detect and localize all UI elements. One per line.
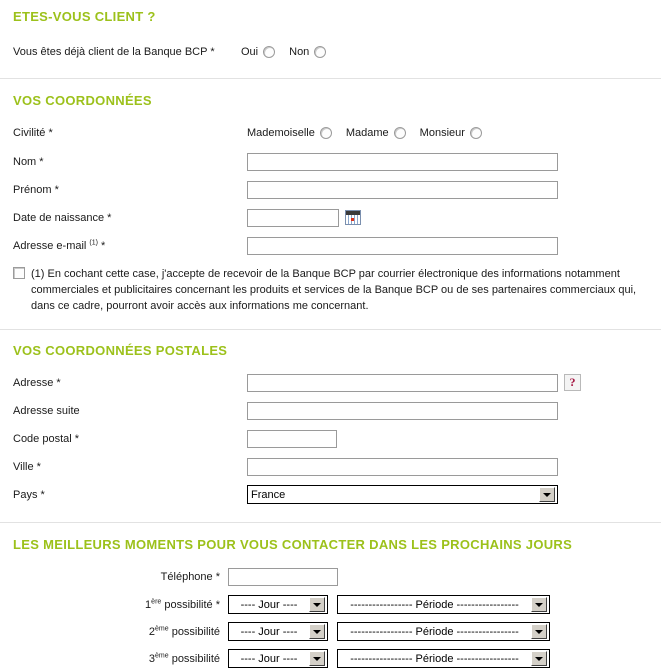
consent-block: [0, 266, 661, 314]
pays-label: Pays *: [13, 488, 45, 501]
possibilite-2-ordinal: ème: [155, 624, 169, 632]
civilite-option-monsieur-label: Monsieur: [419, 126, 465, 139]
nom-label: Nom *: [13, 155, 44, 168]
jour-select-1[interactable]: [228, 595, 328, 614]
date-naissance-label: Date de naissance *: [13, 211, 112, 224]
civilite-option-mademoiselle[interactable]: [247, 127, 332, 139]
radio-oui-icon[interactable]: [263, 46, 275, 58]
already-client-radio-group: [241, 46, 340, 58]
prenom-label: Prénom *: [13, 183, 59, 196]
ville-label: Ville *: [13, 460, 41, 473]
civilite-radio-group: [247, 127, 496, 139]
code-postal-label: Code postal *: [13, 432, 80, 445]
email-label-text: Adresse e-mail: [13, 239, 87, 252]
already-client-option-oui[interactable]: [241, 46, 275, 58]
civilite-option-madame[interactable]: [346, 127, 406, 139]
jour-select-3-value: ---- Jour ----: [240, 652, 298, 665]
civilite-label: Civilité *: [13, 126, 53, 139]
adresse-suite-label: Adresse suite: [13, 404, 80, 417]
ville-input[interactable]: [247, 458, 558, 476]
section-title-postales: VOS COORDONNÉES POSTALES: [13, 343, 228, 358]
jour-select-2[interactable]: [228, 622, 328, 641]
periode-select-1[interactable]: [337, 595, 550, 614]
nom-input[interactable]: [247, 153, 558, 171]
jour-select-3[interactable]: [228, 649, 328, 668]
possibilite-2-number: 2: [148, 625, 156, 638]
prenom-input[interactable]: [247, 181, 558, 199]
possibilite-1-number: 1: [145, 598, 152, 611]
help-icon[interactable]: ?: [564, 374, 581, 391]
chevron-down-icon[interactable]: [531, 624, 547, 639]
chevron-down-icon[interactable]: [539, 487, 555, 502]
radio-madame-icon[interactable]: [394, 127, 406, 139]
chevron-down-icon[interactable]: [531, 597, 547, 612]
section-title-contact: LES MEILLEURS MOMENTS POUR VOUS CONTACTER DANS LES PROCHAINS JOURS: [13, 537, 573, 552]
chevron-down-icon[interactable]: [531, 651, 547, 666]
jour-select-1-value: ---- Jour ----: [240, 598, 298, 611]
telephone-input[interactable]: [228, 568, 338, 586]
possibilite-3-text: possibilité: [168, 652, 220, 665]
radio-monsieur-icon[interactable]: [470, 127, 482, 139]
consent-text: (1) En cochant cette case, j'accepte de recevoir de la Banque BCP par courrier électronique des informations notamment commerciales et publicitaires concernant les produits et services de la Banque BCP ou de ses partenaires commerciaux qui, dans ce cadre, pourront avoir accès aux informations me concernant.: [31, 268, 637, 312]
periode-select-2-value: ----------------- Période -----------------: [350, 625, 519, 638]
calendar-icon[interactable]: [345, 210, 361, 225]
adresse-label: Adresse *: [13, 376, 61, 389]
possibilite-1-required: *: [215, 598, 220, 611]
telephone-label: Téléphone *: [160, 570, 220, 583]
civilite-option-monsieur[interactable]: [420, 127, 482, 139]
already-client-label: Vous êtes déjà client de la Banque BCP *: [13, 45, 215, 58]
periode-select-2[interactable]: [337, 622, 550, 641]
radio-non-icon[interactable]: [314, 46, 326, 58]
possibilite-3-ordinal: ème: [155, 651, 169, 659]
date-naissance-input[interactable]: [247, 209, 339, 227]
possibilite-2-label: [0, 626, 228, 638]
possibilite-1-label: [0, 599, 228, 611]
civilite-option-mademoiselle-label: Mademoiselle: [247, 126, 315, 139]
adresse-suite-input[interactable]: [247, 402, 558, 420]
periode-select-3-value: ----------------- Période -----------------: [350, 652, 519, 665]
adresse-input[interactable]: [247, 374, 558, 392]
email-label-required: *: [101, 239, 106, 252]
chevron-down-icon[interactable]: [309, 651, 325, 666]
periode-select-1-value: ----------------- Période -----------------: [350, 598, 519, 611]
email-label-footnote: (1): [89, 238, 98, 246]
possibilite-1-ordinal: ère: [151, 597, 162, 605]
calendar-icon-marked-day: [351, 218, 354, 221]
pays-select[interactable]: [247, 485, 558, 504]
periode-select-3[interactable]: [337, 649, 550, 668]
chevron-down-icon[interactable]: [309, 597, 325, 612]
pays-select-value: France: [251, 488, 286, 501]
possibilite-3-label: [0, 653, 228, 665]
possibilite-3-number: 3: [148, 652, 156, 665]
civilite-option-madame-label: Madame: [345, 126, 389, 139]
possibilite-1-text: possibilité: [161, 598, 216, 611]
section-title-coordonnees: VOS COORDONNÉES: [13, 93, 152, 108]
code-postal-input[interactable]: [247, 430, 337, 448]
email-input[interactable]: [247, 237, 558, 255]
already-client-option-oui-label: Oui: [241, 45, 259, 58]
already-client-option-non[interactable]: [289, 46, 326, 58]
possibilite-2-text: possibilité: [168, 625, 220, 638]
already-client-option-non-label: Non: [289, 45, 310, 58]
chevron-down-icon[interactable]: [309, 624, 325, 639]
section-title-client: ETES-VOUS CLIENT ?: [13, 9, 156, 24]
email-label: [0, 240, 247, 252]
consent-checkbox[interactable]: [13, 267, 25, 279]
radio-mademoiselle-icon[interactable]: [320, 127, 332, 139]
jour-select-2-value: ---- Jour ----: [240, 625, 298, 638]
